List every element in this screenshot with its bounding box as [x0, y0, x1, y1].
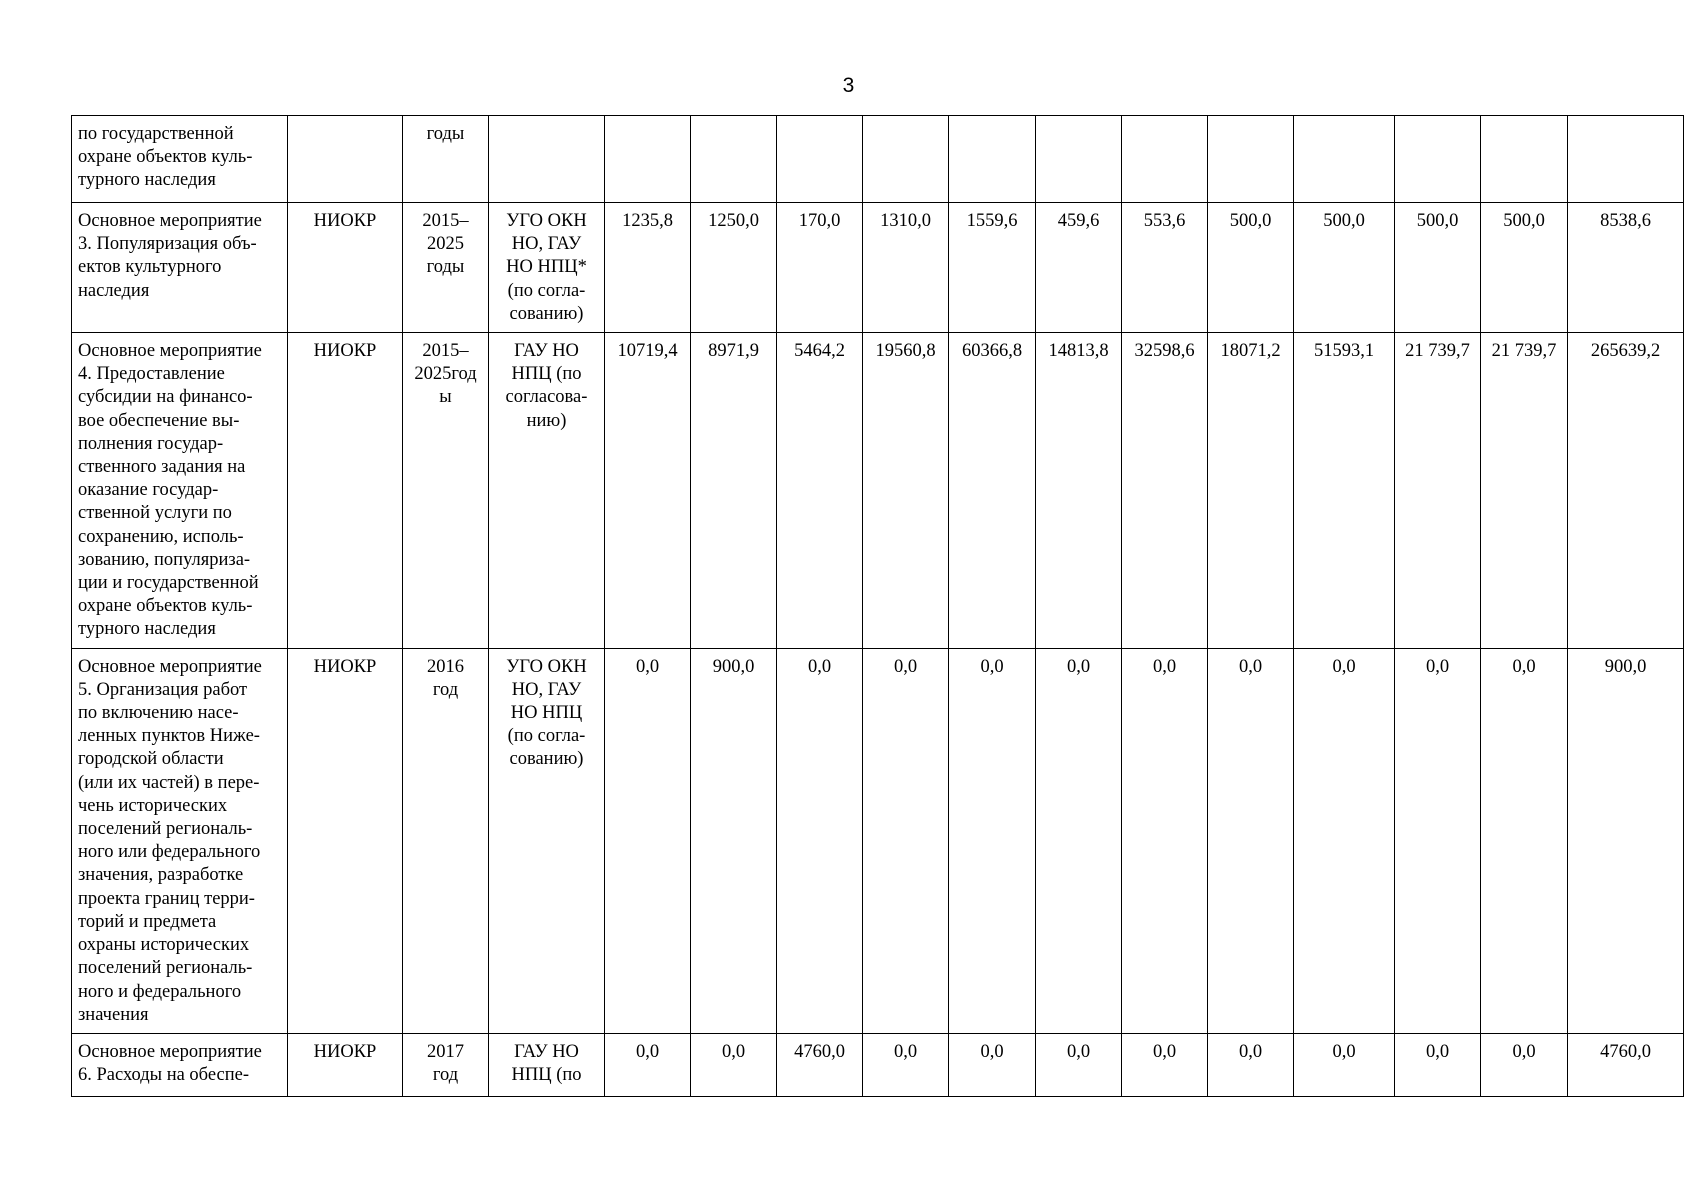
year-value-cell: 0,0	[777, 648, 863, 1033]
activity-name-cell: Основное мероприятие 3. Популяризация объ- ектов культурного наследия	[72, 203, 288, 333]
year-value-cell: 500,0	[1208, 203, 1294, 333]
period-cell: 2015– 2025 годы	[403, 203, 489, 333]
year-value-cell: 0,0	[863, 1033, 949, 1096]
year-value-cell: 21 739,7	[1395, 333, 1481, 649]
year-value-cell: 1310,0	[863, 203, 949, 333]
year-value-cell: 500,0	[1481, 203, 1568, 333]
work-type-cell	[288, 116, 403, 203]
year-value-cell: 1235,8	[605, 203, 691, 333]
year-value-cell	[863, 116, 949, 203]
activity-name-cell: Основное мероприятие 5. Организация работ по включению насе- ленных пунктов Ниже- городской области (или их частей) в пере- чень исторических поселений региональ- ного или федерального значения, разработке проекта границ терри- торий и предмета охраны исторических поселений региональ- ного и федерального значения	[72, 648, 288, 1033]
year-value-cell: 19560,8	[863, 333, 949, 649]
year-value-cell: 1250,0	[691, 203, 777, 333]
year-value-cell: 900,0	[691, 648, 777, 1033]
year-value-cell: 0,0	[949, 648, 1036, 1033]
period-cell: годы	[403, 116, 489, 203]
total-value-cell	[1568, 116, 1684, 203]
year-value-cell: 0,0	[1481, 648, 1568, 1033]
table-row	[72, 333, 1684, 649]
period-cell: 2016 год	[403, 648, 489, 1033]
year-value-cell: 18071,2	[1208, 333, 1294, 649]
year-value-cell	[1208, 116, 1294, 203]
year-value-cell: 1559,6	[949, 203, 1036, 333]
year-value-cell	[1395, 116, 1481, 203]
total-value-cell: 8538,6	[1568, 203, 1684, 333]
total-value-cell: 900,0	[1568, 648, 1684, 1033]
year-value-cell: 0,0	[691, 1033, 777, 1096]
activity-name-cell: Основное мероприятие 4. Предоставление субсидии на финансо- вое обеспечение вы- полнения государ- ственного задания на оказание государ- ственной услуги по сохранению, исполь- зованию, популяриза- ции и государственной охране объектов куль- турного наследия	[72, 333, 288, 649]
period-cell: 2015– 2025год ы	[403, 333, 489, 649]
table-row	[72, 116, 1684, 203]
year-value-cell: 21 739,7	[1481, 333, 1568, 649]
year-value-cell: 14813,8	[1036, 333, 1122, 649]
table-row	[72, 1033, 1684, 1096]
year-value-cell	[691, 116, 777, 203]
year-value-cell: 553,6	[1122, 203, 1208, 333]
year-value-cell: 500,0	[1395, 203, 1481, 333]
executor-cell: УГО ОКН НО, ГАУ НО НПЦ* (по согла- сованию)	[489, 203, 605, 333]
year-value-cell: 0,0	[1036, 1033, 1122, 1096]
executor-cell: УГО ОКН НО, ГАУ НО НПЦ (по согла- сованию)	[489, 648, 605, 1033]
year-value-cell: 0,0	[605, 1033, 691, 1096]
year-value-cell: 60366,8	[949, 333, 1036, 649]
year-value-cell	[1036, 116, 1122, 203]
year-value-cell	[1481, 116, 1568, 203]
year-value-cell: 0,0	[1481, 1033, 1568, 1096]
year-value-cell: 0,0	[1122, 1033, 1208, 1096]
executor-cell	[489, 116, 605, 203]
activity-name-cell: по государственной охране объектов куль- турного наследия	[72, 116, 288, 203]
year-value-cell: 32598,6	[1122, 333, 1208, 649]
work-type-cell: НИОКР	[288, 333, 403, 649]
year-value-cell: 0,0	[1208, 648, 1294, 1033]
table-row	[72, 203, 1684, 333]
page-number: 3	[842, 74, 855, 97]
year-value-cell: 4760,0	[777, 1033, 863, 1096]
year-value-cell: 459,6	[1036, 203, 1122, 333]
executor-cell: ГАУ НО НПЦ (по	[489, 1033, 605, 1096]
year-value-cell	[949, 116, 1036, 203]
year-value-cell: 5464,2	[777, 333, 863, 649]
year-value-cell: 0,0	[863, 648, 949, 1033]
year-value-cell	[777, 116, 863, 203]
activity-name-cell: Основное мероприятие 6. Расходы на обеспе-	[72, 1033, 288, 1096]
executor-cell: ГАУ НО НПЦ (по согласова- нию)	[489, 333, 605, 649]
total-value-cell: 265639,2	[1568, 333, 1684, 649]
year-value-cell	[1294, 116, 1395, 203]
work-type-cell: НИОКР	[288, 1033, 403, 1096]
year-value-cell: 0,0	[1036, 648, 1122, 1033]
year-value-cell: 8971,9	[691, 333, 777, 649]
year-value-cell: 170,0	[777, 203, 863, 333]
total-value-cell: 4760,0	[1568, 1033, 1684, 1096]
year-value-cell: 0,0	[1395, 648, 1481, 1033]
table-row	[72, 648, 1684, 1033]
year-value-cell: 0,0	[949, 1033, 1036, 1096]
period-cell: 2017 год	[403, 1033, 489, 1096]
year-value-cell: 0,0	[1122, 648, 1208, 1033]
year-value-cell	[1122, 116, 1208, 203]
table-body	[72, 116, 1684, 1097]
work-type-cell: НИОКР	[288, 203, 403, 333]
year-value-cell: 51593,1	[1294, 333, 1395, 649]
year-value-cell: 500,0	[1294, 203, 1395, 333]
year-value-cell: 0,0	[1294, 1033, 1395, 1096]
year-value-cell: 0,0	[1395, 1033, 1481, 1096]
year-value-cell: 0,0	[1208, 1033, 1294, 1096]
year-value-cell: 10719,4	[605, 333, 691, 649]
year-value-cell	[605, 116, 691, 203]
budget-table	[71, 115, 1684, 1097]
year-value-cell: 0,0	[605, 648, 691, 1033]
work-type-cell: НИОКР	[288, 648, 403, 1033]
year-value-cell: 0,0	[1294, 648, 1395, 1033]
